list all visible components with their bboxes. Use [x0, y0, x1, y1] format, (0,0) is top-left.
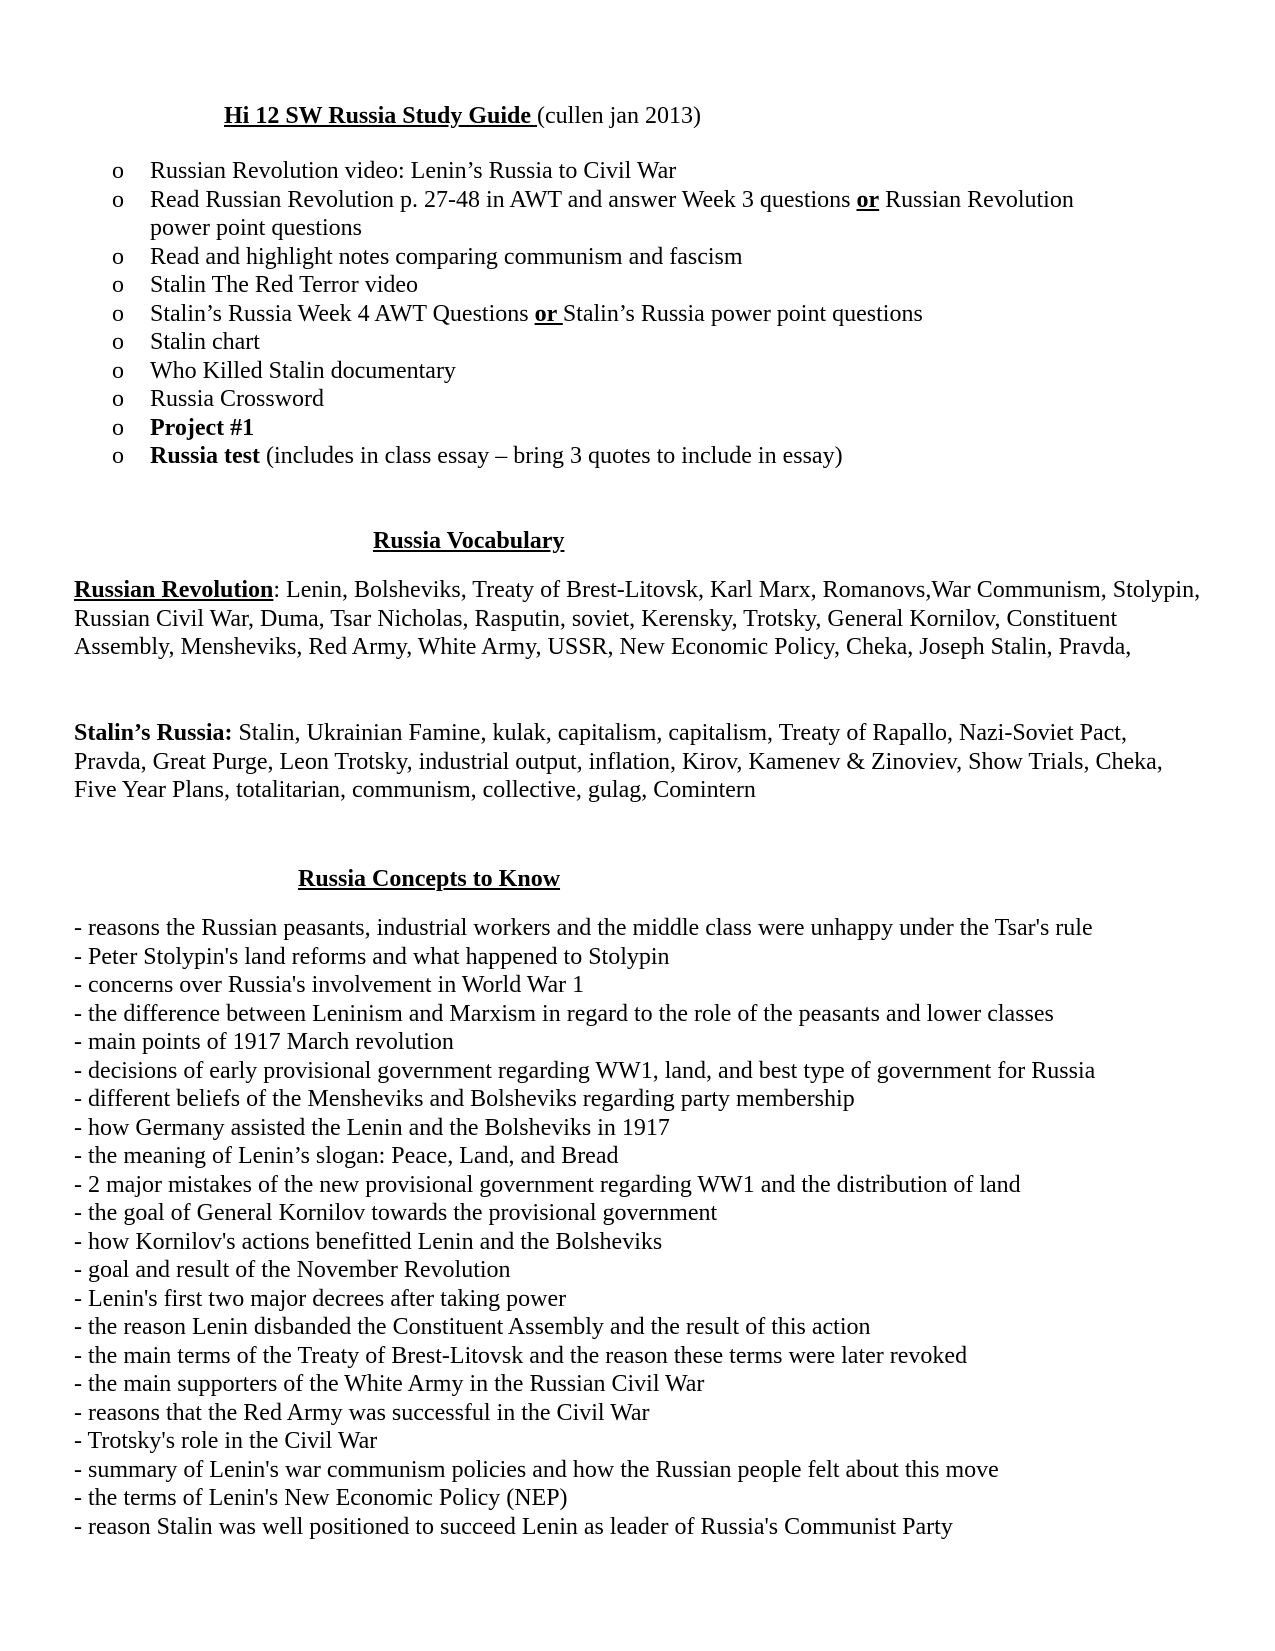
task-item-text: Read and highlight notes comparing communism and fascism [150, 243, 743, 270]
task-item-text: Stalin’s Russia Week 4 AWT Questions [150, 300, 535, 327]
concept-item: - the meaning of Lenin’s slogan: Peace, Land, and Bread [74, 1143, 619, 1169]
task-item [112, 442, 1112, 471]
task-item [112, 271, 1112, 300]
task-item-text: Russian Revolution video: Lenin’s Russia to Civil War [150, 158, 677, 184]
task-item-text: Project #1 [150, 414, 255, 441]
task-item-text: Russian Revolution power point questions [150, 186, 1074, 241]
task-item [112, 328, 1112, 357]
task-item-text: Stalin The Red Terror video [150, 272, 419, 298]
concepts-heading: Russia Concepts to Know [298, 866, 561, 892]
concept-item: - concerns over Russia's involvement in World War 1 [74, 972, 585, 998]
bullet-icon: o [112, 243, 124, 270]
vocab-russian-revolution [74, 576, 1204, 662]
concept-item: - the difference between Leninism and Marxism in regard to the role of the peasants and lower classes [74, 1000, 1054, 1027]
document-title [224, 102, 701, 130]
concept-list [74, 914, 1224, 1541]
task-item [112, 186, 1112, 243]
task-item [112, 414, 1112, 443]
concept-item: - Trotsky's role in the Civil War [74, 1428, 378, 1454]
task-item-text: or [856, 186, 880, 213]
vocab-stalins-russia-label: Stalin’s Russia: [74, 720, 233, 746]
concept-item: - reason Stalin was well positioned to succeed Lenin as leader of Russia's Communist Party [74, 1513, 953, 1540]
concept-item: - the main terms of the Treaty of Brest-Litovsk and the reason these terms were later revoked [74, 1342, 968, 1369]
task-list [112, 157, 1112, 471]
vocab-stalins-russia-terms: Stalin, Ukrainian Famine, kulak, capitalism, capitalism, Treaty of Rapallo, Nazi-Soviet Pact, Pravda, Great Purge, Leon Trotsky, industrial output, inflation, Kirov, Kamenev & Zinoviev, Show Trials, Cheka, Five Year Plans, totalitarian, communism, collective, gulag, Comintern [74, 720, 1163, 803]
task-item-text: Russia Crossword [150, 386, 325, 412]
task-item-text: (includes in class essay – bring 3 quotes to include in essay) [260, 443, 843, 469]
vocab-stalins-russia [74, 719, 1204, 805]
bullet-icon: o [112, 329, 124, 355]
concept-item: - different beliefs of the Mensheviks and Bolsheviks regarding party membership [74, 1086, 855, 1112]
task-item-text: Stalin chart [150, 329, 260, 355]
task-item [112, 357, 1112, 386]
task-item-text: Stalin’s Russia power point questions [562, 300, 923, 327]
concept-item: - Peter Stolypin's land reforms and what happened to Stolypin [74, 943, 670, 970]
concept-item: - summary of Lenin's war communism policies and how the Russian people felt about this move [74, 1456, 999, 1483]
concept-item: - how Kornilov's actions benefitted Lenin and the Bolsheviks [74, 1228, 663, 1255]
bullet-icon: o [112, 186, 124, 213]
concept-item: - how Germany assisted the Lenin and the Bolsheviks in 1917 [74, 1114, 670, 1141]
bullet-icon: o [112, 300, 124, 327]
concept-item: - 2 major mistakes of the new provisional government regarding WW1 and the distribution of land [74, 1171, 1021, 1198]
bullet-icon: o [112, 386, 124, 412]
title-main: Hi 12 SW Russia Study Guide [224, 103, 537, 129]
task-item-text: Read Russian Revolution p. 27-48 in AWT and answer Week 3 questions [150, 186, 857, 213]
concept-item: - the reason Lenin disbanded the Constituent Assembly and the result of this action [74, 1314, 871, 1340]
concept-item: - goal and result of the November Revolution [74, 1257, 511, 1283]
concept-item: - reasons the Russian peasants, industrial workers and the middle class were unhappy under the Tsar's rule [74, 915, 1093, 941]
vocab-russian-revolution-label: Russian Revolution [74, 577, 274, 603]
vocabulary-heading: Russia Vocabulary [373, 528, 565, 554]
concept-item: - the main supporters of the White Army in the Russian Civil War [74, 1371, 705, 1397]
concept-item: - the goal of General Kornilov towards the provisional government [74, 1200, 718, 1226]
vocab-russian-revolution-terms: : Lenin, Bolsheviks, Treaty of Brest-Litovsk, Karl Marx, Romanovs,War Communism, Stolypin, Russian Civil War, Duma, Tsar Nicholas, Rasputin, soviet, Kerensky, Trotsky, General Kornilov, Constituent Assembly, Mensheviks, Red Army, White Army, USSR, New Economic Policy, Cheka, Joseph Stalin, Pravda, [74, 577, 1201, 660]
task-item [112, 243, 1112, 272]
task-item [112, 300, 1112, 329]
concept-item: - decisions of early provisional government regarding WW1, land, and best type of government for Russia [74, 1057, 1096, 1084]
bullet-icon: o [112, 158, 124, 184]
bullet-icon: o [112, 443, 124, 469]
task-item [112, 157, 1112, 186]
task-item-text: or [534, 300, 563, 327]
bullet-icon: o [112, 357, 124, 384]
bullet-icon: o [112, 414, 124, 441]
task-item [112, 385, 1112, 414]
concept-item: - main points of 1917 March revolution [74, 1029, 454, 1055]
concept-item: - Lenin's first two major decrees after taking power [74, 1285, 567, 1312]
title-subtitle: (cullen jan 2013) [537, 103, 701, 129]
bullet-icon: o [112, 272, 124, 298]
task-item-text: Russia test [150, 443, 261, 469]
concept-item: - the terms of Lenin's New Economic Policy (NEP) [74, 1485, 568, 1511]
task-item-text: Who Killed Stalin documentary [150, 357, 456, 384]
concept-item: - reasons that the Red Army was successful in the Civil War [74, 1399, 650, 1426]
